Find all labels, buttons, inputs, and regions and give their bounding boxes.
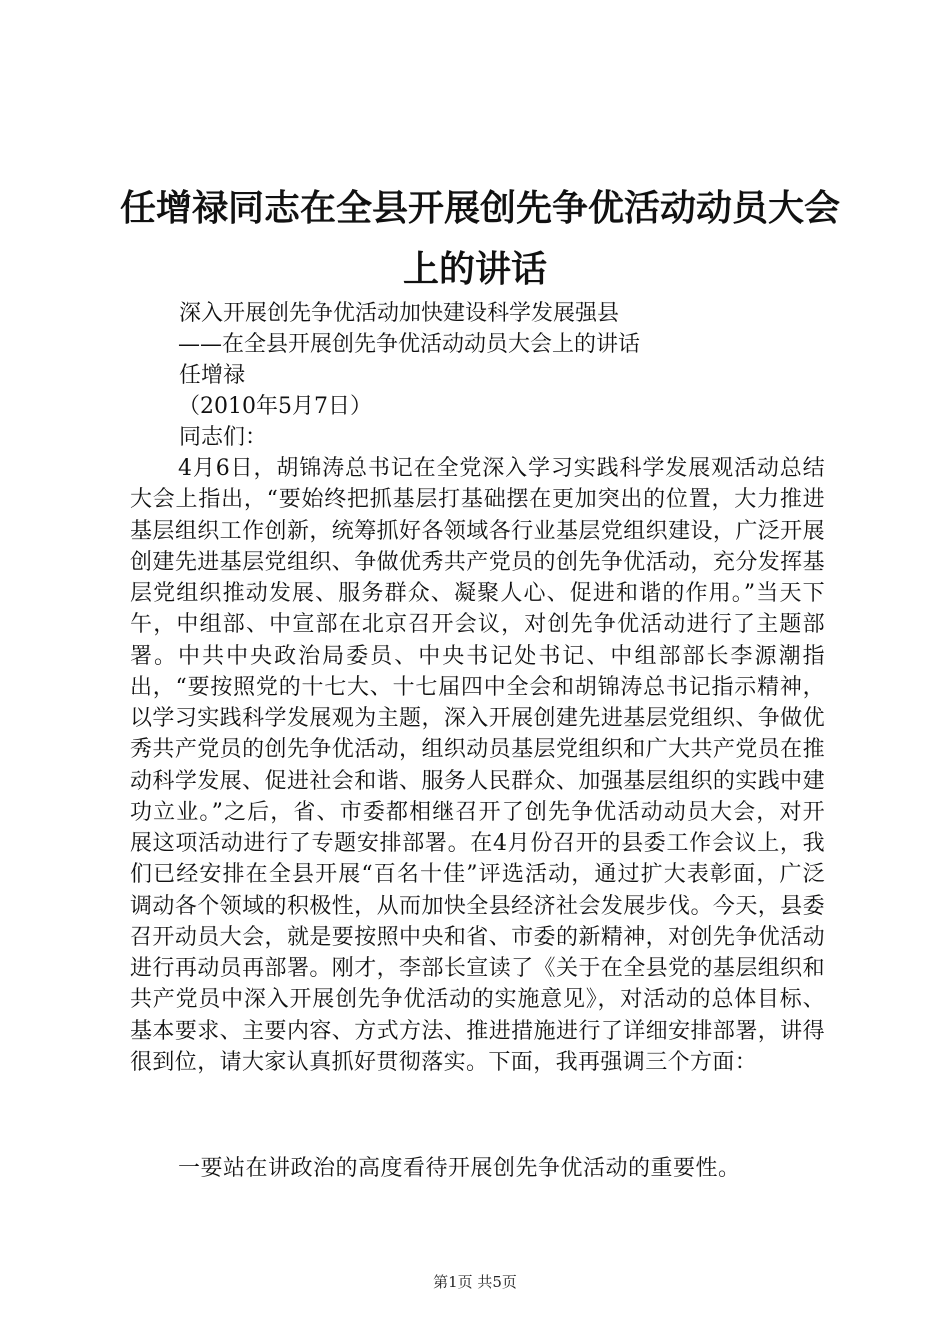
document-title-line-1: 任增禄同志在全县开展创先争优活动动员大会 [120,188,841,229]
speech-author: 任增禄 [179,363,246,388]
speech-date: （2010年5月7日） [178,394,372,419]
speech-subtitle-occasion: ——在全县开展创先争优活动动员大会上的讲话 [178,332,641,357]
body-paragraph: 4月6日，胡锦涛总书记在全党深入学习实践科学发展观活动总结大会上指出，“要始终把抓基层打基础摆在更加突出的位置，大力推进基层组织工作创新，统筹抓好各领域各行业基层党组织建设，广泛开展创建先进基层党组织、争做优秀共产党员的创先争优活动，充分发挥基层党组织推动发展、服务群众、凝聚人心、促进和谐的作用。”当天下午，中组部、中宣部在北京召开会议，对创先争优活动进行了主题部署。中共中央政治局委员、中央书记处书记、中组部部长李源潮指出，“要按照党的十七大、十七届四中全会和胡锦涛总书记指示精神，以学习实践科学发展观为主题，深入开展创建先进基层党组织、争做优秀共产党员的创先争优活动，组织动员基层党组织和广大共产党员在推动科学发展、促进社会和谐、服务人民群众、加强基层组织的实践中建功立业。”之后，省、市委都相继召开了创先争优活动动员大会，对开展这项活动进行了专题安排部署。在4月份召开的县委工作会议上，我们已经安排在全县开展“百名十佳”评选活动，通过扩大表彰面，广泛调动各个领域的积极性，从而加快全县经济社会发展步伐。今天，县委召开动员大会，就是要按照中央和省、市委的新精神，对创先争优活动进行再动员再部署。刚才，李部长宣读了《关于在全县党的基层组织和共产党员中深入开展创先争优活动的实施意见》，对活动的总体目标、基本要求、主要内容、方式方法、推进措施进行了详细安排部署，讲得很到位，请大家认真抓好贯彻落实。下面，我再强调三个方面： [130,456,825,1075]
page-number-footer: 第1页 共5页 [433,1273,517,1291]
closing-line: 一要站在讲政治的高度看待开展创先争优活动的重要性。 [178,1156,741,1181]
document-title-line-2: 上的讲话 [402,249,547,290]
speech-subtitle: 深入开展创先争优活动加快建设科学发展强县 [179,301,620,326]
speech-salutation: 同志们： [179,425,268,450]
